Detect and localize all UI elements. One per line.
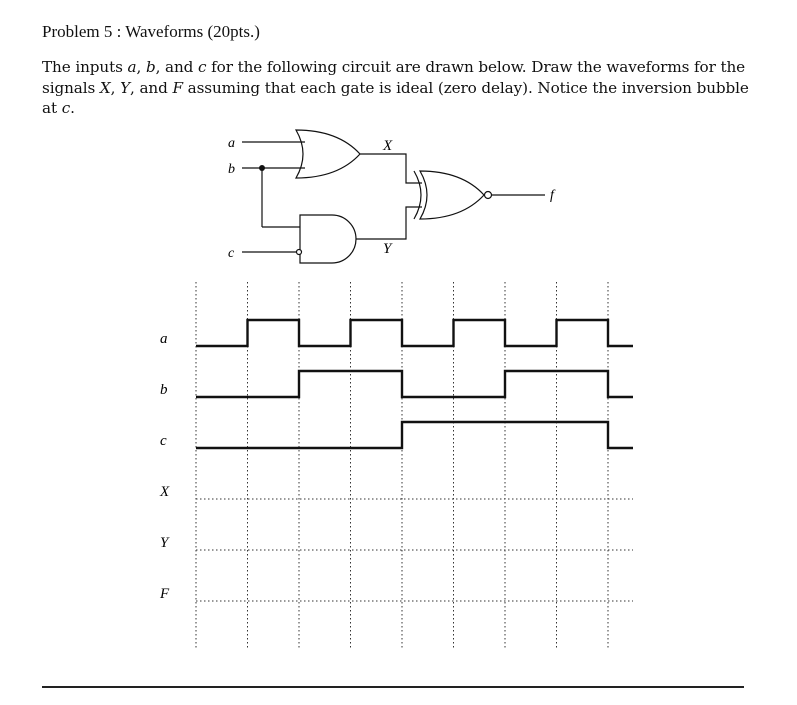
circuit-label-c: c	[228, 246, 235, 261]
circuit-label-a: a	[228, 136, 235, 151]
signal-label-b: b	[160, 382, 168, 398]
waveform-c	[196, 422, 633, 448]
footer-rule	[42, 686, 744, 688]
signal-label-c: c	[160, 433, 167, 449]
circuit-label-x: X	[383, 138, 393, 154]
waveform-a	[196, 320, 633, 346]
waveform-b	[196, 371, 633, 397]
signal-label-F: F	[160, 586, 170, 602]
signal-label-a: a	[160, 331, 168, 347]
circuit-label-b: b	[228, 162, 235, 177]
problem-statement: The inputs a, b, and c for the following circuit are drawn below. Draw the waveforms for the signals X, Y, and F assuming that each gate is ideal (zero delay). Notice the inversion bubble at c.	[42, 58, 749, 117]
circuit-label-f: f	[550, 188, 554, 203]
signal-label-Y: Y	[160, 535, 169, 551]
problem-title: Problem 5 : Waveforms (20pts.)	[42, 22, 260, 41]
circuit-label-y: Y	[383, 241, 392, 257]
signal-label-X: X	[160, 484, 170, 500]
